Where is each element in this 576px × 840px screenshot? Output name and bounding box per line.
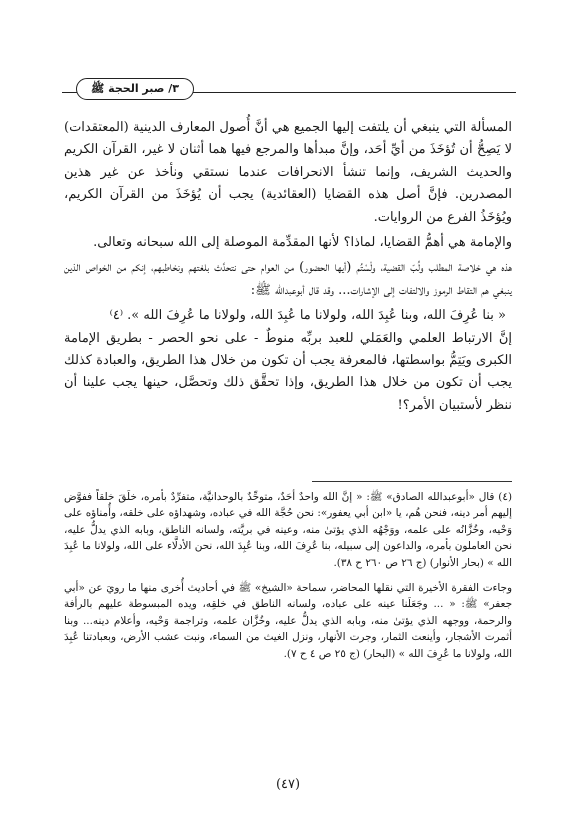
- page-number: (٤٧): [275, 777, 301, 792]
- hadith-quote: « بنا عُرِفَ الله، وبنا عُبِدَ الله، ولولانا ما عُبِدَ الله، ولولانا ما عُرِفَ الله ». ⁽٤⁾: [109, 308, 506, 324]
- footnotes: [64, 489, 512, 662]
- main-text: [64, 117, 512, 417]
- paragraph-4: إنَّ الارتباط العلمي والعَمَلي للعبد بربِّه منوطٌ - على نحو الحصر - بطريق الإمامة الكبرى ويَتِمُّ بواسطتها، فالمعرفة يجب أن تكون من خلال هذا الطريق، والعبادة كذلك يجب أن تكون من خلال هذا الطريق، وإذا تحقَّق ذلك وتحصَّل، حينها يجب علينا أن ننظر لأستبيان الأمر؟!: [64, 330, 512, 413]
- paragraph-3: هذه هي خلاصة المطلب ولُبّ القضية، ولْسْتُم (أيها الحضور) من العوام حتى نتحدَّث بلغتهم ونخاطبهم، إنكم من الخواص الذين ينبغي هم التقاط الرموز والالتفات إلى الإشارات... وقد قال أبوعبدالله ﷺ:: [64, 260, 512, 298]
- paragraph-1: المسألة التي ينبغي أن يلتفت إليها الجميع هي أنَّ أُصول المعارف الدينية (المعتقدات) لا يَصِحُّ أن تُؤخَذَ من أيِّ أحَد، وإنَّ مبدأها والمرجع فيها هما أثنان لا غير، القرآن الكريم والحديث الشريف، وإنما تنشأ الانحرافات عندما نستقي ونأخذ عن غير هذين المصدرين. فإنَّ أصل هذه القضايا (العقائدية) يجب أن يُؤخَذَ من القرآن الكريم، ويُؤخَذُ الفرع من الروايات.: [64, 120, 512, 225]
- footnote-continuation: وجاءت الفقرة الأخيرة التي نقلها المحاضر، سماحة «الشيخ» ﷺ في أحاديث أُخرى منها ما رويَ عن «أبي جعفر» ﷺ: « ... وجَعَلَنا عينه على عباده، ولسانه الناطق في خلقِه، ويده المبسوطة عليهم بالرأفة والرحمة، ووجهه الذي يؤتىٰ منه، وبابه الذي يدلُّ عليه، وخُزَّان علمه، وتراجمة وَحْيه، وأعلام دينه... وبنا أثمرت الأشجار، وأينعت الثمار، وجرت الأنهار، ونزل الغيث من السماء، ونبت عشب الأرض، وبعبادتنا عُبِدَ الله، ولولانا ما عُرِفَ الله » (البحار) (ج ٢٥ ص ٤ ح ٧).: [64, 582, 512, 660]
- paragraph-2: والإمامة هي أهمُّ القضايا، لماذا؟ لأنها المقدِّمة الموصلة إلى الله سبحانه وتعالى.: [93, 235, 512, 251]
- footnote-separator: [312, 481, 512, 482]
- running-header-label: ٣/ صبر الحجة ﷺ: [76, 78, 194, 100]
- footnote-4: (٤) قال «أبوعبدالله الصادق» ﷺ: « إنَّ الله واحدٌ أحَدٌ، متوحِّدٌ بالوحدانيَّة، متفرِّدٌ بأمره، خلَقَ خلقاً ففوَّض إليهم أمر دينه، فنحن هُم، يا «ابن أبي يعفور»: نحن حُجَّة الله في عباده، وشهداؤه على خلقه، وأُمناؤه على وَحْيه، وخُزَّانُه على علمه، ووَجْهُه الذي يؤتىٰ منه، وعينه في بريَّته، ولسانه الناطق، وبابه الذي يدلُّ عليه، نحن العاملون بأمره، والداعون إلى سبيله، بنا عُرِفَ الله، وبنا عُبِدَ الله، نحن الأدلَّاء على الله، ولولانا ما عُبِدَ الله » (بحار الأنوار) (ج ٢٦ ص ٢٦٠ ح ٣٨).: [64, 491, 512, 569]
